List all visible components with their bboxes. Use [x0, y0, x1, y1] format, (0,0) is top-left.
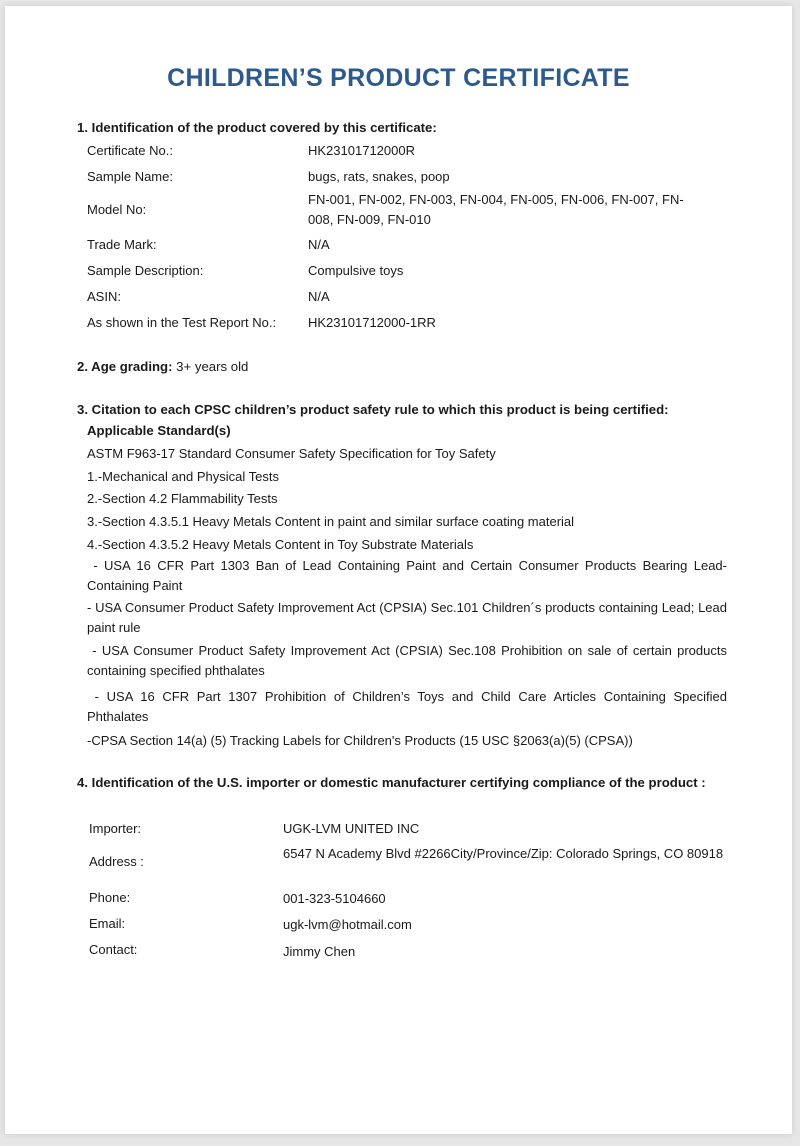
page-title: CHILDREN’S PRODUCT CERTIFICATE	[167, 64, 630, 92]
standard-line: -CPSA Section 14(a) (5) Tracking Labels for Children's Products (15 USC §2063(a)(5) (CPSA))	[87, 733, 633, 748]
section-3-heading: 3. Citation to each CPSC children’s product safety rule to which this product is being certified:	[77, 402, 669, 417]
standard-line: ASTM F963-17 Standard Consumer Safety Specification for Toy Safety	[87, 446, 496, 461]
label-model-no: Model No:	[87, 202, 147, 217]
value-importer: UGK-LVM UNITED INC	[283, 821, 420, 836]
label-email: Email:	[89, 916, 126, 931]
standard-line: 1.-Mechanical and Physical Tests	[87, 469, 279, 484]
value-phone: 001-323-5104660	[283, 891, 386, 906]
standard-line: - USA Consumer Product Safety Improvement Act (CPSIA) Sec.108 Prohibition on sale of certain products containing specified phthalates	[87, 643, 731, 678]
label-trade-mark: Trade Mark:	[87, 237, 157, 252]
label-phone: Phone:	[89, 890, 131, 905]
certificate-page	[5, 6, 792, 1134]
age-grading-label: 2. Age grading:	[77, 359, 173, 374]
label-test-report-no: As shown in the Test Report No.:	[87, 315, 277, 330]
section-2-heading	[77, 357, 248, 377]
applicable-standards-heading: Applicable Standard(s)	[87, 423, 231, 438]
value-trade-mark: N/A	[308, 237, 330, 252]
value-asin: N/A	[308, 289, 330, 304]
age-grading-value: 3+ years old	[176, 359, 249, 374]
value-sample-description: Compulsive toys	[308, 263, 404, 278]
value-certificate-no: HK23101712000R	[308, 143, 415, 158]
value-model-no: FN-001, FN-002, FN-003, FN-004, FN-005, FN-006, FN-007, FN-008, FN-009, FN-010	[308, 192, 684, 227]
standard-line: 2.-Section 4.2 Flammability Tests	[87, 491, 278, 506]
value-contact: Jimmy Chen	[283, 944, 356, 959]
label-asin: ASIN:	[87, 289, 121, 304]
label-address: Address :	[89, 854, 144, 869]
standard-line: - USA 16 CFR Part 1307 Prohibition of Children’s Toys and Child Care Articles Containing Specified Phthalates	[87, 689, 731, 724]
value-address: 6547 N Academy Blvd #2266City/Province/Zip: Colorado Springs, CO 80918	[283, 846, 724, 861]
label-importer: Importer:	[89, 821, 142, 836]
label-sample-description: Sample Description:	[87, 263, 204, 278]
label-certificate-no: Certificate No.:	[87, 143, 173, 158]
standard-line: - USA Consumer Product Safety Improvement Act (CPSIA) Sec.101 Children´s products containing Lead; Lead paint rule	[87, 600, 731, 635]
section-4-heading: 4. Identification of the U.S. importer or domestic manufacturer certifying compliance of the product :	[77, 775, 706, 790]
standard-line: - USA 16 CFR Part 1303 Ban of Lead Containing Paint and Certain Consumer Products Bearing Lead- Containing Paint	[87, 558, 731, 593]
label-contact: Contact:	[89, 942, 138, 957]
section-1-heading: 1. Identification of the product covered by this certificate:	[77, 120, 437, 135]
value-test-report-no: HK23101712000-1RR	[308, 315, 436, 330]
standard-line: 3.-Section 4.3.5.1 Heavy Metals Content in paint and similar surface coating material	[87, 514, 575, 529]
value-sample-name: bugs, rats, snakes, poop	[308, 169, 450, 184]
value-email: ugk-lvm@hotmail.com	[283, 917, 412, 932]
label-sample-name: Sample Name:	[87, 169, 173, 184]
standard-line: 4.-Section 4.3.5.2 Heavy Metals Content in Toy Substrate Materials	[87, 537, 474, 552]
